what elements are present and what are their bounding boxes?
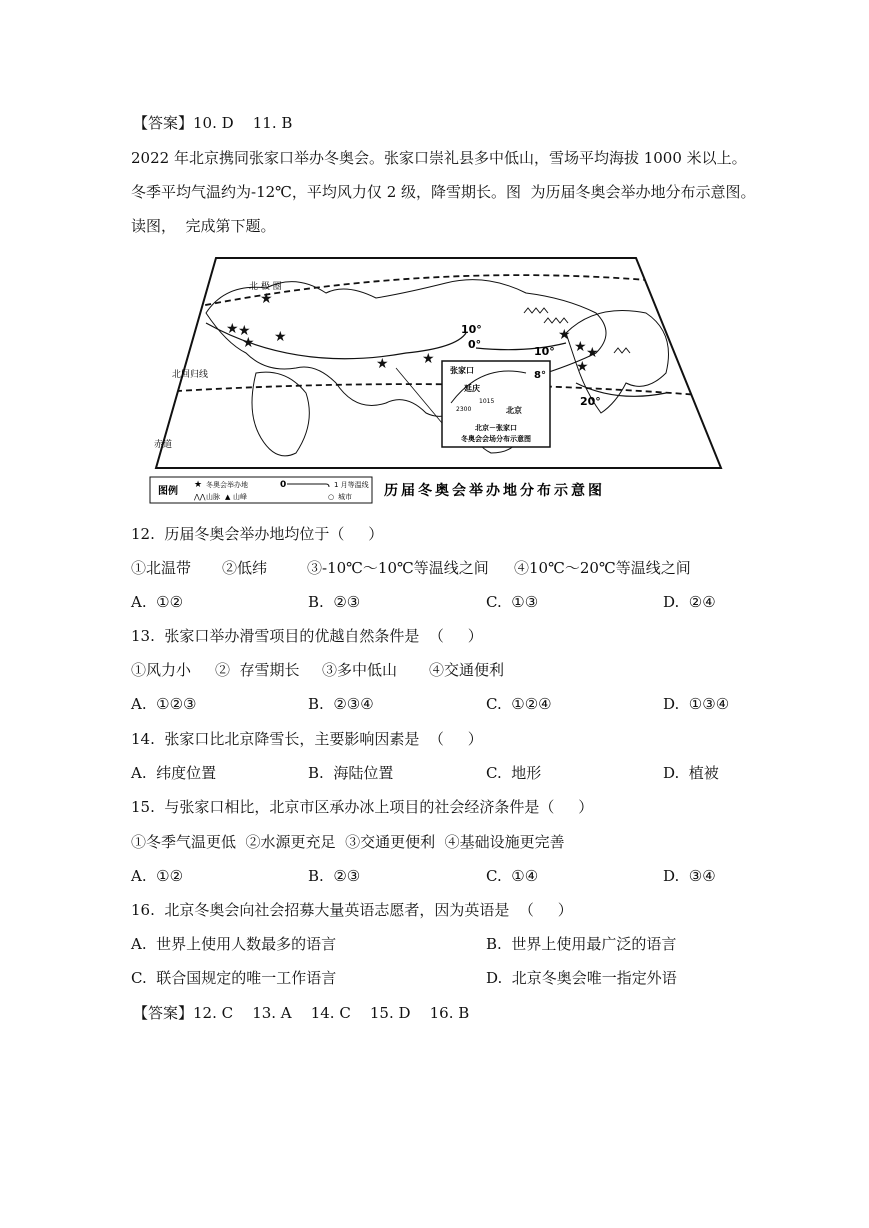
inset-isotherm-8: 8° <box>534 370 546 381</box>
arctic-label: 北 极 圈 <box>249 282 282 292</box>
host-star: ★ <box>260 291 273 307</box>
answer-line-2 <box>133 1003 469 1023</box>
inset-beijing: 北京 <box>506 406 522 415</box>
inset-zhangjiakou: 张家口 <box>450 366 474 375</box>
legend-peak-text: 山峰 <box>233 493 247 501</box>
answer-tag-2: 【答案】 <box>133 1004 194 1022</box>
q13-option-d: D. ①③④ <box>663 695 730 713</box>
map-title: 历届冬奥会举办地分布示意图 <box>384 483 605 499</box>
q16-option-c: C. 联合国规定的唯一工作语言 <box>131 969 337 987</box>
q12-item-1: ①北温带 <box>131 559 192 577</box>
host-star: ★ <box>558 327 571 343</box>
q15-option-d: D. ③④ <box>663 867 716 885</box>
legend-isotherm-text: 1 月等温线 <box>334 481 369 489</box>
q12-option-c: C. ①③ <box>486 593 539 611</box>
inset-yanqing: 延庆 <box>464 384 480 393</box>
legend-city-icon: ○ <box>328 493 335 501</box>
legend-city-text: 城市 <box>338 493 352 501</box>
inset-peak-2300: 2300 <box>456 406 472 413</box>
legend-star-icon: ★ <box>194 480 203 490</box>
host-star: ★ <box>586 345 599 361</box>
answer-tag: 【答案】 <box>133 114 194 132</box>
q12-stem: 12. 历届冬奥会举办地均位于（ ） <box>131 525 384 543</box>
q15-option-b: B. ②③ <box>308 867 361 885</box>
q16-option-b: B. 世界上使用最广泛的语言 <box>486 935 677 953</box>
inset-caption-1: 北京－张家口 <box>475 424 517 432</box>
inset-peak-1015: 1015 <box>479 398 495 405</box>
intro-line-1: 2022 年北京携同张家口举办冬奥会。张家口崇礼县多中低山，雪场平均海拔 1000 米以上。 <box>131 149 747 167</box>
q12-item-4: ④10℃～20℃等温线之间 <box>514 559 691 577</box>
host-star: ★ <box>238 323 251 339</box>
q12-option-d: D. ②④ <box>663 593 716 611</box>
q16-option-d: D. 北京冬奥会唯一指定外语 <box>486 969 677 987</box>
host-star: ★ <box>242 335 255 351</box>
host-star: ★ <box>576 359 589 375</box>
q13-item-4: ④交通便利 <box>429 661 505 679</box>
q13-stem: 13. 张家口举办滑雪项目的优越自然条件是 （ ） <box>131 627 483 645</box>
legend-star-text: 冬奥会举办地 <box>206 481 248 489</box>
q14-option-c: C. 地形 <box>486 764 542 782</box>
isotherm-label-10a: 10° <box>461 323 482 336</box>
legend-range-text: 山脉 <box>206 493 220 501</box>
q12-option-b: B. ②③ <box>308 593 361 611</box>
host-star: ★ <box>574 339 587 355</box>
q12-item-2: ②低纬 <box>222 559 268 577</box>
q14-option-a: A. 纬度位置 <box>131 764 217 782</box>
legend-iso-value: 0 <box>280 480 287 490</box>
tropic-label: 北回归线 <box>172 370 209 380</box>
q16-stem: 16. 北京冬奥会向社会招募大量英语志愿者，因为英语是 （ ） <box>131 901 573 919</box>
q13-item-2: ② 存雪期长 <box>215 661 300 679</box>
host-star: ★ <box>376 356 389 372</box>
isotherm-label-0: 0° <box>468 338 482 351</box>
q13-option-c: C. ①②④ <box>486 695 552 713</box>
intro-line-3: 读图， 完成第下题。 <box>131 217 276 235</box>
answer-text-2: 12. C 13. A 14. C 15. D 16. B <box>193 1004 470 1022</box>
host-star: ★ <box>274 329 287 345</box>
q13-item-3: ③多中低山 <box>322 661 398 679</box>
map-frame <box>156 258 721 468</box>
isotherm-label-20: 20° <box>580 395 601 408</box>
answer-line-1 <box>133 113 292 133</box>
q12-option-a: A. ①② <box>131 593 184 611</box>
q15-stem: 15. 与张家口相比，北京市区承办冰上项目的社会经济条件是（ ） <box>131 798 594 816</box>
answer-text: 10. D 11. B <box>193 114 293 132</box>
legend-range-icon: ⋀⋀ <box>194 493 206 501</box>
host-star: ★ <box>422 351 435 367</box>
legend-peak-icon: ▲ <box>225 493 231 501</box>
host-star: ★ <box>226 321 239 337</box>
q15-option-a: A. ①② <box>131 867 184 885</box>
q13-item-1: ①风力小 <box>131 661 192 679</box>
q13-option-b: B. ②③④ <box>308 695 374 713</box>
legend-label: 图例 <box>158 486 178 497</box>
q14-option-b: B. 海陆位置 <box>308 764 394 782</box>
inset-caption-2: 冬奥会会场分布示意图 <box>461 435 531 443</box>
winter-olympics-map <box>146 253 736 505</box>
q14-stem: 14. 张家口比北京降雪长，主要影响因素是 （ ） <box>131 730 483 748</box>
q15-items: ①冬季气温更低 ②水源更充足 ③交通更便利 ④基础设施更完善 <box>131 833 565 851</box>
q14-option-d: D. 植被 <box>663 764 719 782</box>
isotherm-label-10b: 10° <box>534 345 555 358</box>
equator-label: 赤道 <box>154 440 173 450</box>
intro-line-2: 冬季平均气温约为-12℃，平均风力仅 2 级，降雪期长。图 为历届冬奥会举办地分布示意图。 <box>131 183 756 201</box>
q12-item-3: ③-10℃～10℃等温线之间 <box>307 559 489 577</box>
q15-option-c: C. ①④ <box>486 867 539 885</box>
q16-option-a: A. 世界上使用人数最多的语言 <box>131 935 337 953</box>
q13-option-a: A. ①②③ <box>131 695 197 713</box>
